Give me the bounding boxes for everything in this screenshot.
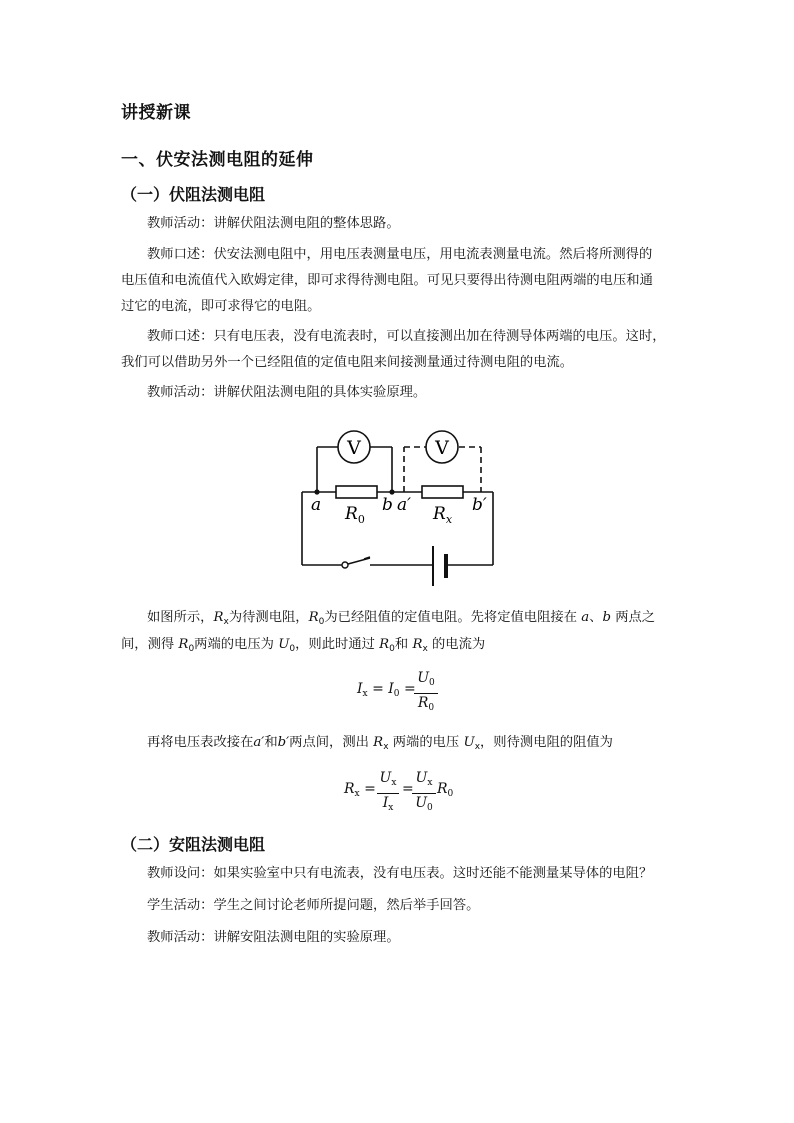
paragraph-4: 教师活动：讲解伏阻法测电阻的具体实验原理。 bbox=[147, 385, 427, 400]
equation-1-fraction: $U_0$ $R_0$ bbox=[414, 670, 438, 717]
label-b: b bbox=[382, 495, 393, 515]
paragraph-8: 学生活动：学生之间讨论老师所提问题，然后举手回答。 bbox=[147, 898, 480, 913]
label-r0: $R_0$ bbox=[345, 504, 365, 526]
junction-b bbox=[389, 489, 394, 494]
voltmeter-right bbox=[426, 431, 458, 463]
section-title: 一、伏安法测电阻的延伸 bbox=[121, 150, 314, 170]
paragraph-7: 教师设问：如果实验室中只有电流表，没有电压表。这时还能不能测量某导体的电阻？ bbox=[147, 866, 653, 881]
subsection-title-1: （一）伏阻法测电阻 bbox=[121, 185, 266, 204]
equation-2-equals: = bbox=[402, 781, 414, 797]
subsection-title-2: （二）安阻法测电阻 bbox=[121, 835, 266, 854]
label-a-prime: a′ bbox=[397, 495, 411, 515]
circuit-diagram bbox=[296, 418, 506, 590]
paragraph-1: 教师活动：讲解伏阻法测电阻的整体思路。 bbox=[147, 216, 400, 231]
label-b-prime: b′ bbox=[472, 495, 487, 515]
paragraph-5-line-1: 如图所示，$R_x$为待测电阻，$R_0$为已经阻值的定值电阻。先将定值电阻接在 a、b 两点之 bbox=[147, 610, 656, 627]
paragraph-6: 再将电压表改接在a′和b′两点间，测出 $R_x$ 两端的电压 $U_x$，则待测电阻的阻值为 bbox=[147, 735, 613, 752]
voltmeter-right-label: V bbox=[435, 437, 449, 459]
paragraph-5-line-2: 间，测得 $R_0$两端的电压为 $U_0$，则此时通过 $R_0$和 $R_x$ 的电流为 bbox=[121, 637, 486, 654]
paragraph-3-line-2: 我们可以借助另外一个已经阻值的定值电阻来间接测量通过待测电阻的电流。 bbox=[121, 355, 574, 370]
equation-1-lhs: $I_x = I_0$ = bbox=[357, 681, 416, 699]
label-a: a bbox=[311, 495, 322, 515]
resistor-rx bbox=[422, 486, 463, 498]
junction-a bbox=[314, 489, 319, 494]
equation-2-r0: $R_0$ bbox=[437, 781, 454, 799]
label-rx: $R_x$ bbox=[433, 504, 453, 526]
voltmeter-left-label: V bbox=[347, 437, 361, 459]
equation-2-fraction-1: $U_x$ $I_x$ bbox=[377, 770, 399, 817]
equation-2-fraction-2: $U_x$ $U_0$ bbox=[412, 770, 436, 817]
paragraph-2-line-2: 电压值和电流值代入欧姆定律，即可求得待测电阻。可见只要得出待测电阻两端的电压和通 bbox=[121, 273, 653, 288]
switch bbox=[342, 558, 370, 568]
paragraph-2-line-1: 教师口述：伏安法测电阻中，用电压表测量电压，用电流表测量电流。然后将所测得的 bbox=[147, 247, 653, 262]
resistor-r0 bbox=[336, 486, 377, 498]
voltmeter-left bbox=[338, 431, 370, 463]
paragraph-2-line-3: 过它的电流，即可求得它的电阻。 bbox=[121, 299, 321, 314]
paragraph-3-line-1: 教师口述：只有电压表，没有电流表时，可以直接测出加在待测导体两端的电压。这时， bbox=[147, 329, 666, 344]
paragraph-9: 教师活动：讲解安阻法测电阻的实验原理。 bbox=[147, 930, 400, 945]
page-heading: 讲授新课 bbox=[121, 103, 191, 123]
equation-2-lhs: $R_x$ = bbox=[344, 781, 376, 799]
battery bbox=[433, 546, 446, 586]
